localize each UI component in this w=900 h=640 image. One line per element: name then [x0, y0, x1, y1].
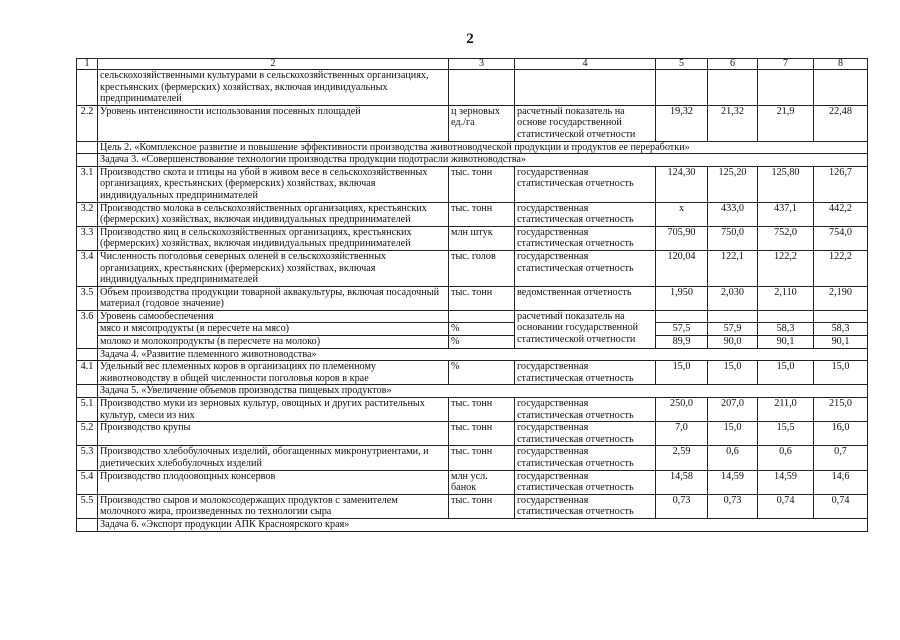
indicator-name: Производство яиц в сельскохозяйственных организациях, крестьянских (фермерских) хозяйствах, включая индивидуальных предпринимателей: [98, 226, 449, 250]
indicator-value-v7: 21,9: [758, 105, 814, 141]
indicator-value-v8: 0,7: [814, 446, 868, 470]
indicator-source: [515, 70, 656, 106]
indicator-unit: тыс. тонн: [449, 446, 515, 470]
indicator-source: расчетный показатель на основе государственной статистической отчетности: [515, 105, 656, 141]
indicator-unit: тыс. тонн: [449, 166, 515, 202]
indicator-source: государственная статистическая отчетность: [515, 250, 656, 286]
indicator-value-v7: 211,0: [758, 398, 814, 422]
sub-indicator-value: 90,1: [758, 335, 813, 348]
indicator-row: [77, 398, 868, 422]
indicator-row: [77, 70, 868, 106]
indicator-number: 5.1: [77, 398, 98, 422]
indicator-value-v6: 0,6: [708, 446, 758, 470]
section-row: [77, 348, 868, 361]
sub-indicator-value: 57,5: [656, 322, 707, 335]
indicator-source: государственная статистическая отчетность: [515, 166, 656, 202]
indicator-name: Производство сыров и молокосодержащих продуктов с заменителем молочного жира, произведенных по технологии сыра: [98, 494, 449, 518]
column-number: 7: [758, 59, 814, 70]
indicator-row: [77, 250, 868, 286]
indicator-value-v6: 14,59: [708, 470, 758, 494]
indicator-value-v6: 21,32: [708, 105, 758, 141]
column-number-row: [77, 59, 868, 70]
sub-indicator-unit: %: [449, 335, 514, 348]
indicator-value-v6: 15,0: [708, 422, 758, 446]
indicator-number: 3.2: [77, 202, 98, 226]
table-body: [77, 59, 868, 532]
indicator-number: 5.4: [77, 470, 98, 494]
indicator-number: 3.6: [77, 310, 98, 348]
indicator-value-v6: 2,030: [708, 286, 758, 310]
column-number: 2: [98, 59, 449, 70]
indicator-value-v8: 16,0: [814, 422, 868, 446]
indicator-row: [77, 422, 868, 446]
section-num-cell: [77, 518, 98, 531]
value-spacer: [708, 311, 757, 323]
indicator-source: государственная статистическая отчетность: [515, 446, 656, 470]
indicator-row: [77, 226, 868, 250]
section-title: Задача 3. «Совершенствование технологии производства продукции подотрасли животноводства»: [98, 154, 868, 167]
indicator-value-v7: 752,0: [758, 226, 814, 250]
indicator-unit: тыс. тонн: [449, 422, 515, 446]
indicator-value-v5: 7,0: [656, 422, 708, 446]
indicator-group-title: Уровень самообеспечения: [100, 310, 214, 322]
indicator-value-v5: 120,04: [656, 250, 708, 286]
sub-indicator-value: 90,1: [814, 335, 867, 348]
indicator-value-v8: 2,190: [814, 286, 868, 310]
section-title: Задача 4. «Развитие племенного животноводства»: [98, 348, 868, 361]
indicator-value-v7: 15,5: [758, 422, 814, 446]
indicator-source: государственная статистическая отчетность: [515, 422, 656, 446]
indicator-value-v8: 754,0: [814, 226, 868, 250]
value-spacer: [758, 311, 813, 323]
section-num-cell: [77, 348, 98, 361]
indicator-value-group-v8: [814, 310, 868, 348]
indicator-value-group-v5: [656, 310, 708, 348]
indicator-value-v8: 215,0: [814, 398, 868, 422]
indicator-source: государственная статистическая отчетность: [515, 202, 656, 226]
indicator-source: расчетный показатель на основании государственной статистической отчетности: [515, 310, 656, 348]
indicator-name: Производство хлебобулочных изделий, обогащенных микронутриентами, и диетических хлебобулочных изделий: [98, 446, 449, 470]
section-row: [77, 141, 868, 154]
indicator-value-v6: 0,73: [708, 494, 758, 518]
indicator-number: 5.5: [77, 494, 98, 518]
indicator-value-v8: [814, 70, 868, 106]
indicator-value-v5: х: [656, 202, 708, 226]
indicator-source: государственная статистическая отчетность: [515, 494, 656, 518]
indicator-value-v8: 15,0: [814, 361, 868, 385]
indicator-number: 3.4: [77, 250, 98, 286]
indicator-unit: тыс. голов: [449, 250, 515, 286]
value-spacer: [814, 311, 867, 323]
sub-indicator-name: молоко и молокопродукты (в пересчете на молоко): [98, 335, 448, 348]
indicator-row: [77, 105, 868, 141]
column-number: 8: [814, 59, 868, 70]
indicator-row: [77, 286, 868, 310]
indicator-unit: тыс. тонн: [449, 286, 515, 310]
indicator-name-group: [98, 310, 449, 348]
indicator-unit: тыс. тонн: [449, 494, 515, 518]
indicator-unit: [449, 70, 515, 106]
indicator-source: ведомственная отчетность: [515, 286, 656, 310]
indicator-value-v8: 0,74: [814, 494, 868, 518]
section-row: [77, 385, 868, 398]
indicator-number: 5.3: [77, 446, 98, 470]
indicator-value-v5: 0,73: [656, 494, 708, 518]
indicator-value-v6: 433,0: [708, 202, 758, 226]
indicator-row: [77, 361, 868, 385]
sub-indicator-value: 58,3: [814, 322, 867, 335]
sub-indicator-name: мясо и мясопродукты (в пересчете на мясо): [98, 322, 448, 335]
indicator-value-v5: 250,0: [656, 398, 708, 422]
indicator-unit-group: [449, 310, 515, 348]
indicator-unit: ц зерновых ед./га: [449, 105, 515, 141]
column-number: 3: [449, 59, 515, 70]
page-number: 2: [466, 31, 474, 47]
indicator-unit: млн штук: [449, 226, 515, 250]
indicator-value-v6: [708, 70, 758, 106]
indicator-value-v5: 2,59: [656, 446, 708, 470]
indicator-number: 4.1: [77, 361, 98, 385]
indicator-row: [77, 166, 868, 202]
section-num-cell: [77, 385, 98, 398]
indicator-name: Производство плодоовощных консервов: [98, 470, 449, 494]
section-row: [77, 518, 868, 531]
indicator-name: Удельный вес племенных коров в организациях по племенному животноводству в общей численности поголовья коров в крае: [98, 361, 449, 385]
indicator-value-v7: 15,0: [758, 361, 814, 385]
indicator-value-v5: 124,30: [656, 166, 708, 202]
indicator-value-v7: 2,110: [758, 286, 814, 310]
indicator-value-v7: 125,80: [758, 166, 814, 202]
indicator-value-v7: 437,1: [758, 202, 814, 226]
indicator-value-v7: 14,59: [758, 470, 814, 494]
indicator-value-v7: 0,74: [758, 494, 814, 518]
indicator-name: Производство муки из зерновых культур, овощных и других растительных культур, смеси из них: [98, 398, 449, 422]
indicator-value-v5: 1,950: [656, 286, 708, 310]
indicator-source: государственная статистическая отчетность: [515, 226, 656, 250]
indicator-value-v5: [656, 70, 708, 106]
indicator-source: государственная статистическая отчетность: [515, 361, 656, 385]
indicator-name: Производство молока в сельскохозяйственных организациях, крестьянских (фермерских) хозяйствах, включая индивидуальных предпринимателей: [98, 202, 449, 226]
indicator-row: [77, 202, 868, 226]
column-number: 4: [515, 59, 656, 70]
indicator-row-multi: [77, 310, 868, 348]
section-num-cell: [77, 141, 98, 154]
section-row: [77, 154, 868, 167]
indicator-value-v6: 750,0: [708, 226, 758, 250]
indicator-value-v8: 442,2: [814, 202, 868, 226]
indicator-value-v5: 14,58: [656, 470, 708, 494]
indicator-name: сельскохозяйственными культурами в сельскохозяйственных организациях, крестьянских (фермерских) хозяйствах, включая индивидуальных предпринимателей: [98, 70, 449, 106]
indicator-value-v5: 19,32: [656, 105, 708, 141]
indicator-name: Численность поголовья северных оленей в сельскохозяйственных организациях, крестьянских (фермерских) хозяйствах, включая индивидуальных предпринимателей: [98, 250, 449, 286]
indicator-number: [77, 70, 98, 106]
section-title: Задача 6. «Экспорт продукции АПК Красноярского края»: [98, 518, 868, 531]
indicators-table: [76, 58, 868, 532]
indicator-unit: %: [449, 361, 515, 385]
indicator-value-v5: 705,90: [656, 226, 708, 250]
value-spacer: [656, 311, 707, 323]
indicator-name: Объем производства продукции товарной аквакультуры, включая посадочный материал (годовое значение): [98, 286, 449, 310]
indicator-unit: тыс. тонн: [449, 202, 515, 226]
section-title: Задача 5. «Увеличение объемов производства пищевых продуктов»: [98, 385, 868, 398]
indicator-value-v8: 126,7: [814, 166, 868, 202]
indicator-unit: млн усл. банок: [449, 470, 515, 494]
indicator-number: 3.5: [77, 286, 98, 310]
indicator-value-v6: 15,0: [708, 361, 758, 385]
unit-spacer: [449, 311, 514, 323]
column-number: 6: [708, 59, 758, 70]
indicator-value-v6: 125,20: [708, 166, 758, 202]
indicator-value-v7: 0,6: [758, 446, 814, 470]
indicator-number: 5.2: [77, 422, 98, 446]
sub-indicator-value: 57,9: [708, 322, 757, 335]
indicator-value-v7: [758, 70, 814, 106]
indicator-value-v6: 207,0: [708, 398, 758, 422]
indicator-name: Производство скота и птицы на убой в живом весе в сельскохозяйственных организациях, крестьянских (фермерских) хозяйствах, включая индивидуальных предпринимателей: [98, 166, 449, 202]
column-number: 5: [656, 59, 708, 70]
indicator-name: Уровень интенсивности использования посевных площадей: [98, 105, 449, 141]
sub-indicator-value: 89,9: [656, 335, 707, 348]
indicator-row: [77, 494, 868, 518]
indicator-name: Производство крупы: [98, 422, 449, 446]
sub-indicator-value: 58,3: [758, 322, 813, 335]
sub-indicator-value: 90,0: [708, 335, 757, 348]
indicator-value-v8: 122,2: [814, 250, 868, 286]
sub-indicator-unit: %: [449, 322, 514, 335]
indicator-value-v6: 122,1: [708, 250, 758, 286]
indicator-value-v8: 22,48: [814, 105, 868, 141]
indicator-unit: тыс. тонн: [449, 398, 515, 422]
indicator-value-v7: 122,2: [758, 250, 814, 286]
indicator-number: 3.3: [77, 226, 98, 250]
indicator-row: [77, 470, 868, 494]
indicator-number: 2.2: [77, 105, 98, 141]
column-number: 1: [77, 59, 98, 70]
indicator-value-v5: 15,0: [656, 361, 708, 385]
section-title: Цель 2. «Комплексное развитие и повышение эффективности производства животноводческой продукции и продуктов ее переработки»: [98, 141, 868, 154]
indicator-number: 3.1: [77, 166, 98, 202]
indicator-source: государственная статистическая отчетность: [515, 398, 656, 422]
indicator-source: государственная статистическая отчетность: [515, 470, 656, 494]
indicator-value-group-v6: [708, 310, 758, 348]
section-num-cell: [77, 154, 98, 167]
indicator-row: [77, 446, 868, 470]
indicator-value-v8: 14,6: [814, 470, 868, 494]
indicator-value-group-v7: [758, 310, 814, 348]
